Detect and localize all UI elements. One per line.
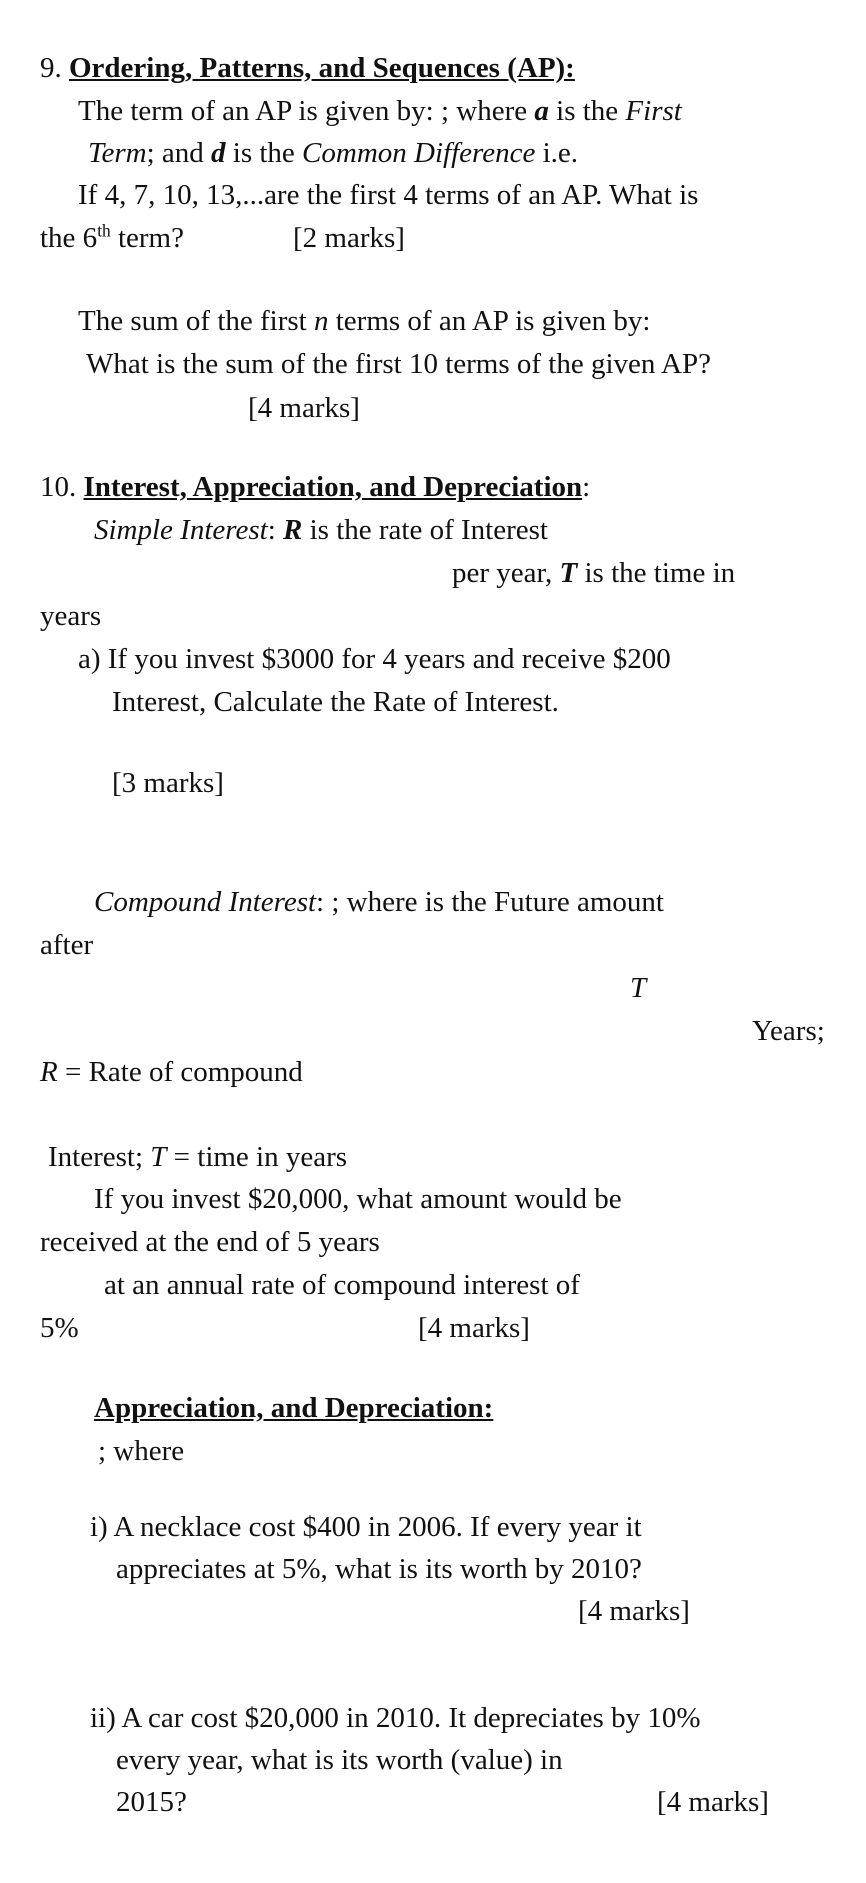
text: is the time in <box>584 557 736 589</box>
q9-ap-sum-definition <box>78 305 650 338</box>
var-d: d <box>211 137 226 169</box>
text: : <box>582 471 591 503</box>
q10-question-ii-cont: every year, what is its worth (value) in <box>116 1744 563 1776</box>
text: terms of an AP is given by: <box>335 305 651 337</box>
text: per year, <box>452 557 553 589</box>
superscript: th <box>97 220 111 241</box>
text: term? <box>117 222 184 254</box>
text: Simple Interest <box>94 514 268 546</box>
text: : <box>267 514 276 546</box>
q10-question-ii-cont2: 2015? <box>116 1786 187 1818</box>
text: is the <box>232 137 295 169</box>
q10-question-ii: ii) A car cost $20,000 in 2010. It depreciates by 10% <box>90 1702 701 1734</box>
text: Common Difference <box>302 137 536 169</box>
q9-ap-term-definition-cont <box>88 137 578 170</box>
q9-question-a: If 4, 7, 10, 13,...are the first 4 terms of an AP. What is <box>78 179 699 211</box>
q10-simple-interest-definition-cont <box>452 557 735 590</box>
q10-time-definition <box>48 1141 347 1174</box>
q10-marks-i: [4 marks] <box>578 1595 690 1627</box>
text: The sum of the first <box>78 305 307 337</box>
q10-appreciation-heading: Appreciation, and Depreciation: <box>94 1392 494 1424</box>
q10-question-a-cont: Interest, Calculate the Rate of Interest. <box>112 686 559 718</box>
var-a: a <box>534 95 549 127</box>
q10-simple-interest-definition <box>94 514 548 547</box>
text: The term of an AP is given by: ; where <box>78 95 528 127</box>
q10-var-t: T <box>630 972 647 1004</box>
text: i.e. <box>542 137 579 169</box>
text: : ; where is the Future amount <box>316 886 664 918</box>
q9-number: 9. <box>40 52 62 84</box>
text: First <box>625 95 682 127</box>
text: = Rate of compound <box>64 1056 303 1088</box>
q10-question-b: If you invest $20,000, what amount would be <box>94 1183 622 1215</box>
q9-marks-a: [2 marks] <box>293 222 405 254</box>
var-r: R <box>283 514 303 546</box>
q10-appreciation-where: ; where <box>98 1435 185 1467</box>
text: Compound Interest <box>94 886 317 918</box>
text: is the rate of Interest <box>309 514 548 546</box>
q9-question-b: What is the sum of the first 10 terms of the given AP? <box>86 348 712 380</box>
text: Interest; <box>48 1141 144 1173</box>
q10-question-i-cont: appreciates at 5%, what is its worth by 2010? <box>116 1553 642 1585</box>
text: the 6 <box>40 222 98 254</box>
q10-rate-definition <box>40 1056 303 1089</box>
q9-title <box>40 52 575 85</box>
q10-compound-interest-after: after <box>40 929 94 961</box>
text: = time in years <box>173 1141 348 1173</box>
q10-simple-interest-definition-end: years <box>40 600 102 632</box>
q10-question-a: a) If you invest $3000 for 4 years and receive $200 <box>78 643 671 675</box>
q10-title <box>40 471 590 504</box>
q9-ap-term-definition <box>78 95 682 128</box>
q9-question-a-cont <box>40 222 184 255</box>
var-t: T <box>150 1141 167 1173</box>
var-t: T <box>559 557 578 589</box>
text: Term <box>88 137 147 169</box>
q9-marks-b: [4 marks] <box>248 392 360 424</box>
text: is the <box>556 95 619 127</box>
q9-heading: Ordering, Patterns, and Sequences (AP): <box>69 52 575 84</box>
q10-marks-ii: [4 marks] <box>657 1786 769 1818</box>
q10-number: 10. <box>40 471 77 503</box>
q10-compound-interest-definition <box>94 886 664 919</box>
text: ; and <box>146 137 204 169</box>
q10-heading: Interest, Appreciation, and Depreciation <box>83 471 583 503</box>
var-r: R <box>40 1056 58 1088</box>
q10-years: Years; <box>752 1015 825 1047</box>
q10-question-i: i) A necklace cost $400 in 2006. If every year it <box>90 1511 642 1543</box>
q10-question-b-cont3: 5% <box>40 1312 79 1344</box>
q10-marks-a: [3 marks] <box>112 767 224 799</box>
var-n: n <box>313 305 329 337</box>
q10-question-b-cont1: received at the end of 5 years <box>40 1226 380 1258</box>
q10-question-b-cont2: at an annual rate of compound interest of <box>104 1269 580 1301</box>
q10-marks-b: [4 marks] <box>418 1312 530 1344</box>
